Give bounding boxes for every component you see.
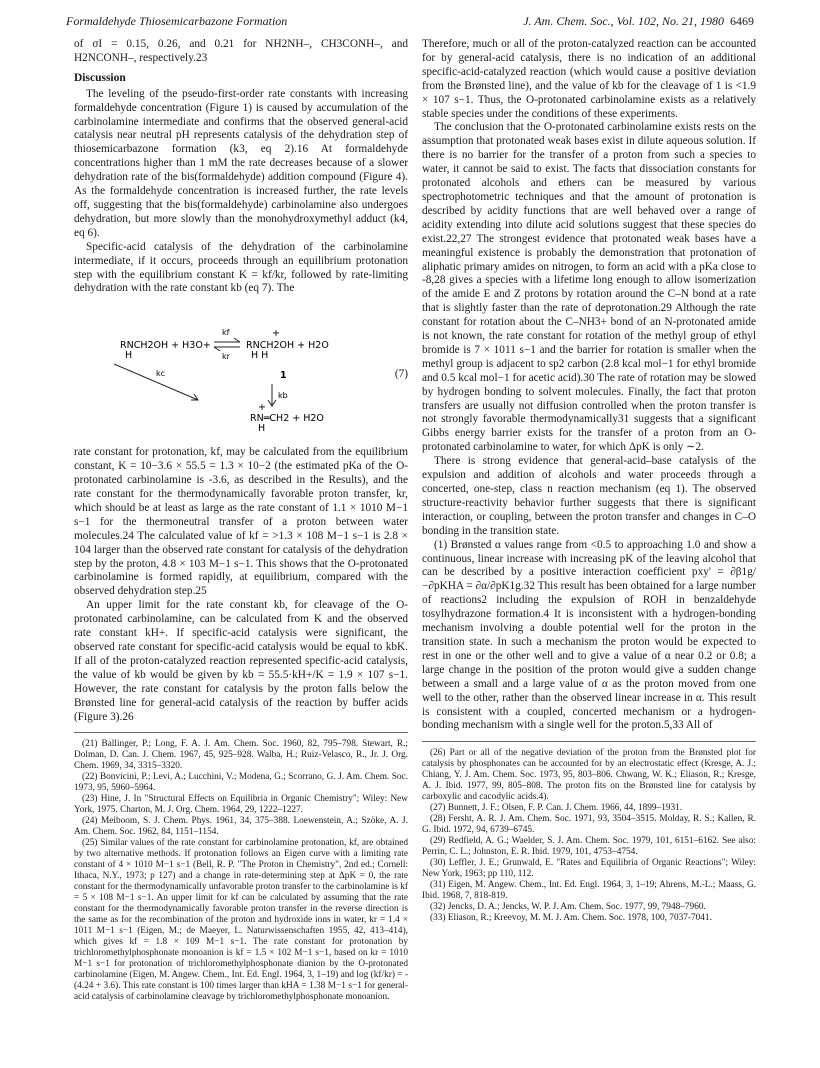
section-heading-discussion: Discussion [74,71,126,84]
scheme-final-product: RN═CH2 + H2O [250,413,324,425]
footnotes-right [422,741,756,924]
footnote: (27) Bunnett, J. F.; Olsen, F. P. Can. J. Chem. 1966, 44, 1899–1931. [430,803,683,814]
footnote: (26) Part or all of the negative deviation of the proton from the Brønsted plot for catalysis by phosphonates can be accounted for by an electrostatic effect (Kresge, A. J.; Chiang, Y. J. Am. Chem. Soc. 1973, 95, 803–806. Chwang, W. K.; Eliason, R.; Kresge, A. J. Ibid. 1977, 99, 805–808. The proton fits on the Brønsted line for catalysis by carboxylic and cacodylic acids.4). [422,748,756,803]
scheme-product-h: H H [251,350,269,362]
intro-text: of σI = 0.15, 0.26, and 0.21 for NH2NH–, CH3CONH–, and H2NCONH–, respectively.23 [74,38,408,64]
page-number: 6469 [730,14,754,28]
paragraph: rate constant for protonation, kf, may be calculated from the equilibrium constant, K = 10−3.6 × 55.5 = 1.3 × 10−2 (the estimated pKa of the O-protonated carbinolamine is -3.6, as described in the Results), and the rate constant for the thermodynamically favorable proton transfer, kr, which should be at least as large as the rate constant of 1.1 × 1010 M−1 s−1 for the thermoneutral transfer of a proton between water molecules.24 The calculated value of kf = >1.3 × 108 M−1 s−1 is 2.8 × 104 larger than the observed rate constant for catalysis of the dehydration step by the proton, 4.8 × 103 M−1 s−1. This shows that the O-protonated carbinolamine is formed rapidly, at equilibrium, compared with the observed dehydration step.25 [74,446,408,598]
forward-arrowhead [234,338,240,342]
reaction-scheme-7 [74,306,408,438]
footnote: (22) Bonvicini, P.; Levi, A.; Lucchini, V.; Modena, G.; Scorrano, G. J. Am. Chem. Soc. 1973, 95, 5960–5964. [74,772,408,794]
footnote: (30) Leffler, J. E.; Grunwald, E. "Rates and Equilibria of Organic Reactions"; Wiley: New York, 1963; pp 110, 112. [422,858,756,880]
scheme-kb: kb [278,391,288,401]
scheme-kf: kf [222,328,230,338]
scheme-kr: kr [222,352,230,362]
footnote: (32) Jencks, D. A.; Jencks, W. P. J. Am. Chem. Soc. 1977, 99, 7948–7960. [430,902,706,913]
scheme-kc: kc [156,369,166,379]
left-column [74,38,408,1003]
footnote: (28) Fersht, A. R. J. Am. Chem. Soc. 1971, 93, 3504–3515. Molday, R. S.; Kallen, R. G. Ibid. 1972, 94, 6739–6745. [422,814,756,836]
scheme-final-h: H [258,423,266,435]
right-column [422,38,756,924]
footnote: (29) Redfield, A. G.; Waelder, S. J. Am. Chem. Soc. 1979, 101, 6151–6162. See also: Perrin, C. L.; Johnston, E. R. Ibid. 1979, 101, 4753–4754. [422,836,756,858]
footnote: (25) Similar values of the rate constant for carbinolamine protonation, kf, are obtained by two alternative methods. If protonation follows an Eigen curve with a limiting rate constant of 4 × 1010 M−1 s−1 (Bell, R. P. "The Proton in Chemistry", 2nd ed.; Cornell: Ithaca, N.Y., 1973; p 127) and a change in rate-determining step at ΔpK = 0, the rate constant for the thermodynamically unfavorable proton transfer to the carbinolamine is kf = 5 × 108 M−1 s−1. An upper limit for kf can be calculated by assuming that the rate constant for the thermodynamically favorable proton transfer in the reverse direction is the same as for the recombination of the proton and hydroxide ions in water, kr = 1.4 × 1011 M−1 s−1 (Eigen, M.; de Maeyer, L. Naturwissenschaften 1955, 42, 413–414), which gives kf = 1.8 × 109 M−1 s−1. The rate constant for protonation by trichloromethylphosphonate monoanion is kf = 1.5 × 102 M−1 s−1, based on kr = 1010 M−1 s−1 for protonation of trichloromethylphosphonate dianion by the O-protonated carbinolamine (Eigen, M. Angew. Chem., Int. Ed. Engl. 1964, 3, 1–19) and log (kf/kr) = -(4.24 + 3.6). This rate constant is 100 times larger than kHA = 1.38 M−1 s−1 for general-acid catalysis of carbinolamine cleavage by trichloromethylphosphonate monoanion. [74,838,408,1003]
footnote: (21) Ballinger, P.; Long, F. A. J. Am. Chem. Soc. 1960, 82, 795–798. Stewart, R.; Dolman, D. Can. J. Chem. 1967, 45, 925–928. Walba, H.; Ruiz-Velasco, R., Jr. J. Org. Chem. 1969, 34, 3315–3320. [74,739,408,772]
reverse-arrowhead [214,347,220,351]
footnote: (23) Hine, J. In "Structural Effects on Equilibria in Organic Chemistry"; Wiley: New York, 1975. Charton, M. J. Org. Chem. 1964, 29, 1222–1227. [74,794,408,816]
journal-citation [523,14,754,29]
paragraph: Therefore, much or all of the proton-catalyzed reaction can be accounted for by general-acid catalysis, there is no indication of an additional specific-acid-catalyzed reaction (which would cause a positive deviation from the Brønsted line), and the value of kb for the cleavage of 1 is <1.9 × 107 s−1. Thus, the O-protonated carbinolamine exists as a relatively stable species under the conditions of these experiments. [422,38,756,120]
scheme-final-plus: + [258,402,266,414]
scheme-reactant-h: H [125,350,133,362]
paragraph: Specific-acid catalysis of the dehydration of the carbinolamine intermediate, if it occurs, proceeds through an equilibrium protonation step with the equilibrium constant K = kf/kr, followed by rate-limiting dehydration with the rate constant kb (eq 7). The [74,240,408,295]
paragraph: The leveling of the pseudo-first-order rate constants with increasing formaldehyde concentration (Figure 1) is caused by accumulation of the carbinolamine intermediate and confirms that the observed general-acid catalysis near neutral pH represents catalysis of the dehydration step of thiosemicarbazone formation (k3, eq 2).16 At formaldehyde concentrations higher than 1 mM the rate decreases because of a slower dehydration rate of the bis(formaldehyde) addition compound (Figure 4). As the formaldehyde concentration is increased further, the rate levels off, suggesting that the bis(formaldehyde) carbinolamine also undergoes dehydration, but more slowly than the monohydroxymethyl adduct (k4, eq 6). [74,87,408,239]
reaction-scheme-diagram [74,306,408,438]
journal-name: J. Am. Chem. Soc., Vol. 102, No. 21, 1980 [523,14,724,28]
scheme-product: RNCH2OH + H2O [246,340,329,352]
equation-number: (7) [394,368,408,381]
paragraph: The conclusion that the O-protonated carbinolamine exists rests on the assumption that protonated weak bases exist in dilute aqueous solution. If there is no barrier for the transfer of a proton from such a species to water, it cannot be said to exist. The facts that dissociation constants for protonated alcohols and ethers can be measured by various spectrophotometric techniques and that the amount of protonation is described by acidity functions that are well behaved over a range of acidity extending into dilute acid solutions suggest that these species do exist.22,27 The strongest evidence that protonated weak bases have a meaningful existence is probably the demonstration that protonation of aliphatic primary amides on nitrogen, to form an acid with a pKa close to -8,28 gives a species with a lifetime long enough to allow isomerization of the amide E and Z protons by rotation around the C–N bond at a rate that is slightly faster than the rate of deprotonation.29 Although the rate constant for rotation about the C–NH3+ bond of an N-protonated amide is not known, the rate constant for rotation of the methyl group of ethyl bromide is 7 × 1011 s−1 and the barrier for rotation is smaller when the methyl group is adjacent to sp2 carbon (2.8 kcal mol−1 for ethyl bromide and 0.5 kcal mol−1 for acetic acid).30 The rate of rotation may be slowed by hydrogen bonding to solvent molecules. Finally, the fact that proton transfers are usually not diffusion controlled when the proton transfer is not strongly favorable thermodynamically31 suggests that a significant Gibbs energy barrier exists for the transfer of a proton from an O-protonated carbinolamine to water, for which ΔpK is only ∼2. [422,121,756,454]
scheme-product-plus: + [272,328,280,340]
footnote: (24) Meiboom, S. J. Chem. Phys. 1961, 34, 375–388. Loewenstein, A.; Szöke, A. J. Am. Chem. Soc. 1962, 84, 1151–1154. [74,816,408,838]
scheme-reactant: RNCH2OH + H3O+ [120,340,211,352]
footnote: (33) Eliason, R.; Kreevoy, M. M. J. Am. Chem. Soc. 1978, 100, 7037-7041. [430,913,712,924]
paragraph: There is strong evidence that general-acid–base catalysis of the expulsion and addition of alcohols and water proceeds through a concerted, one-step, class n reaction mechanism (eq 1). The observed structure-reactivity behavior further suggests that there is significant interaction, or coupling, between the proton transfer and changes in C–O bonding in the transition state. [422,455,756,537]
scheme-compound-1: 1 [280,370,287,382]
footnote: (31) Eigen, M. Angew. Chem., Int. Ed. Engl. 1964, 3, 1–19; Ahrens, M.-L.; Maass, G. Ibid. 1968, 7, 818-819. [422,880,756,902]
footnotes-left [74,732,408,1003]
running-title: Formaldehyde Thiosemicarbazone Formation [66,14,288,28]
paragraph: An upper limit for the rate constant kb, for cleavage of the O-protonated carbinolamine, can be calculated from K and the observed rate constant kH+. If specific-acid catalysis were significant, the observed rate constant for specific-acid catalysis would be equal to kbK. If all of the proton-catalyzed reaction represented specific-acid catalysis, the value of kb would be given by kb = 55.5·kH+/K = 1.9 × 107 s−1. However, the rate constant for catalysis by the proton falls below the Brønsted line for general-acid catalysis of the reaction by buffer acids (Figure 3).26 [74,599,408,723]
paragraph: (1) Brønsted α values range from <0.5 to approaching 1.0 and show a continuous, linear increase with increasing pK of the leaving alcohol that can be described by a positive interaction coefficient pxy' = ∂β1g/−∂pKHA = ∂α/∂pK1g.32 This result has been obtained for a large number of reactions2 including the expulsion of ROH in benzaldehyde tosylhydrazone formation.4 It is inconsistent with a hydrogen-bonding mechanism involving a double potential well for the proton in the transition state. In such a mechanism the proton would be expected to rest in one or the other well and to give a value of α near 0.2 or 0.8; a large change in the position of the proton would give a sudden change between a small and a large value of α as the proton moved from one well to the other, rather than the observed linear increase in α. This result is consistent with a coupled, concerted mechanism or a hydrogen-bonding mechanism with a single well for the proton.5,33 All of [422,538,756,732]
running-header [66,14,754,30]
